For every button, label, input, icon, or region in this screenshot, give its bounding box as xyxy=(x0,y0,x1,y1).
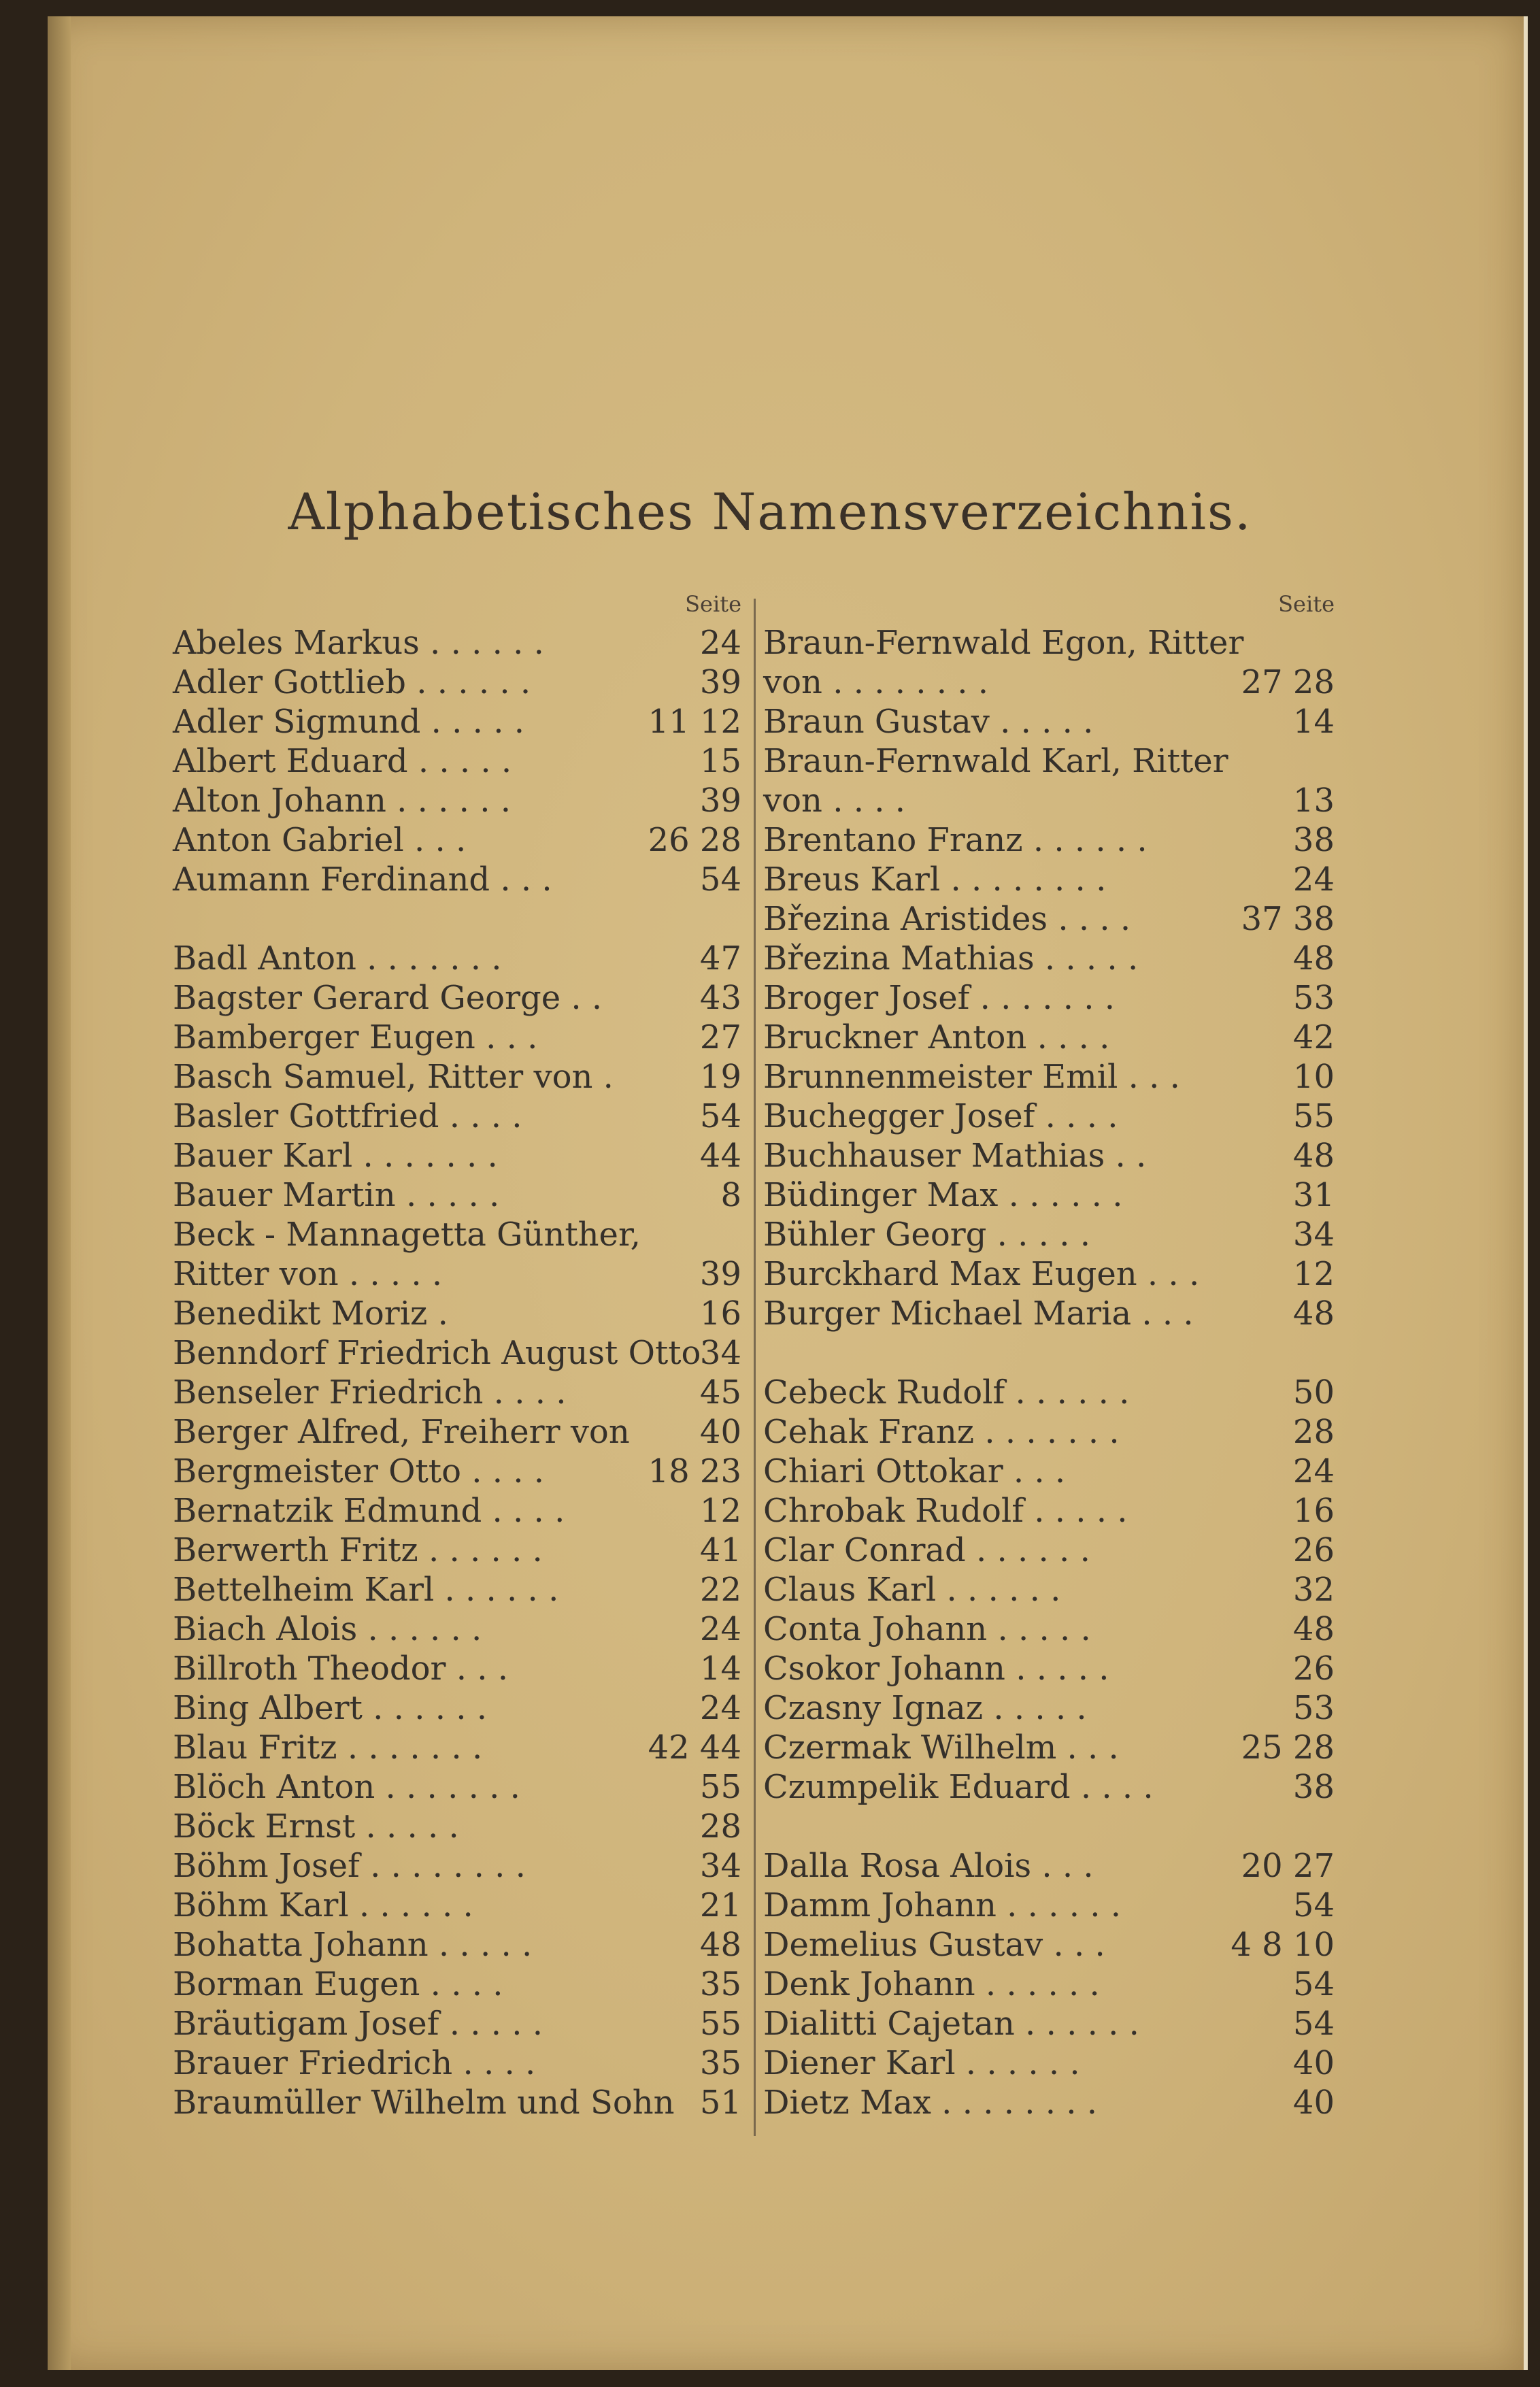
entry-pages: 16 xyxy=(699,1295,741,1333)
entry-pages: 18 23 xyxy=(648,1452,741,1490)
entry-name: Dietz Max . . . . . . . . xyxy=(763,2084,1098,2122)
entry-name: Basch Samuel, Ritter von . xyxy=(173,1058,614,1096)
entry-pages: 35 xyxy=(699,2044,741,2082)
index-entry xyxy=(173,1609,741,1649)
entry-name: Benndorf Friedrich August Otto xyxy=(173,1334,701,1372)
index-entry xyxy=(763,860,1335,899)
index-entry xyxy=(173,1175,741,1215)
index-entry xyxy=(173,820,741,860)
index-entry xyxy=(173,2004,741,2043)
entry-name: Csokor Johann . . . . . xyxy=(763,1650,1109,1688)
entry-name: Chiari Ottokar . . . xyxy=(763,1452,1066,1490)
entry-pages: 43 xyxy=(699,979,741,1017)
index-entry xyxy=(763,1018,1335,1057)
entry-pages: 38 xyxy=(1292,1768,1335,1806)
index-entry xyxy=(763,978,1335,1018)
entry-name: Blau Fritz . . . . . . . xyxy=(173,1729,483,1767)
index-entry xyxy=(763,1531,1335,1570)
entry-pages: 54 xyxy=(1292,1886,1335,1924)
entry-pages: 24 xyxy=(699,1689,741,1727)
index-entry xyxy=(763,820,1335,860)
entry-pages: 48 xyxy=(1292,939,1335,978)
entry-pages: 14 xyxy=(699,1650,741,1688)
entry-name: Böhm Josef . . . . . . . . xyxy=(173,1847,526,1885)
entry-name: Chrobak Rudolf . . . . . xyxy=(763,1492,1128,1530)
index-entry xyxy=(173,1570,741,1609)
index-entry xyxy=(173,1807,741,1846)
entry-name: Diener Karl . . . . . . xyxy=(763,2044,1080,2082)
index-entry xyxy=(763,2004,1335,2043)
section-gap xyxy=(763,1333,1335,1373)
entry-pages: 53 xyxy=(1292,979,1335,1017)
entry-pages: 39 xyxy=(699,1255,741,1293)
entry-name: Damm Johann . . . . . . xyxy=(763,1886,1121,1924)
entry-pages: 27 28 xyxy=(1241,663,1335,701)
entry-name: Abeles Markus . . . . . . xyxy=(173,624,544,662)
entry-pages: 54 xyxy=(699,861,741,899)
index-entry xyxy=(173,860,741,899)
index-entry xyxy=(763,1412,1335,1452)
entry-name: Badl Anton . . . . . . . xyxy=(173,939,502,978)
index-entry xyxy=(173,1254,741,1294)
entry-pages: 26 28 xyxy=(648,821,741,859)
index-entry xyxy=(763,1688,1335,1728)
entry-name: Aumann Ferdinand . . . xyxy=(173,861,552,899)
entry-name: Claus Karl . . . . . . xyxy=(763,1571,1061,1609)
entry-name: Anton Gabriel . . . xyxy=(173,821,467,859)
index-entry xyxy=(763,899,1335,939)
entry-pages: 20 27 xyxy=(1241,1847,1335,1885)
entry-pages: 21 xyxy=(699,1886,741,1924)
entry-pages: 28 xyxy=(1292,1413,1335,1451)
index-entry xyxy=(763,1373,1335,1412)
index-entry xyxy=(763,1215,1335,1254)
page-title: Alphabetisches Namensverzeichnis. xyxy=(288,483,1252,541)
index-entry xyxy=(173,1412,741,1452)
entry-pages: 48 xyxy=(1292,1295,1335,1333)
entry-pages: 14 xyxy=(1292,703,1335,741)
index-entry xyxy=(763,1452,1335,1491)
index-entry xyxy=(763,702,1335,741)
entry-pages: 42 44 xyxy=(648,1729,741,1767)
entry-pages: 41 xyxy=(699,1531,741,1569)
index-entry xyxy=(763,623,1335,663)
index-entry xyxy=(763,939,1335,978)
page-gutter xyxy=(48,16,71,2370)
entry-name: Benseler Friedrich . . . . xyxy=(173,1373,567,1412)
index-entry xyxy=(173,1018,741,1057)
entry-pages: 28 xyxy=(699,1807,741,1846)
index-entry xyxy=(173,781,741,820)
entry-name: Bamberger Eugen . . . xyxy=(173,1018,538,1056)
index-entry xyxy=(173,939,741,978)
entry-pages: 24 xyxy=(1292,1452,1335,1490)
entry-pages: 24 xyxy=(699,624,741,662)
entry-name: Breus Karl . . . . . . . . xyxy=(763,861,1107,899)
index-entry xyxy=(173,1136,741,1175)
index-entry xyxy=(173,1097,741,1136)
entry-pages: 40 xyxy=(1292,2084,1335,2122)
entry-name: Berger Alfred, Freiherr von xyxy=(173,1413,630,1451)
entry-name: Böck Ernst . . . . . xyxy=(173,1807,459,1846)
entry-pages: 15 xyxy=(699,742,741,780)
entry-name: Burckhard Max Eugen . . . xyxy=(763,1255,1200,1293)
entry-pages: 16 xyxy=(1292,1492,1335,1530)
entry-pages: 54 xyxy=(1292,1965,1335,2003)
entry-pages: 27 xyxy=(699,1018,741,1056)
entry-pages: 34 xyxy=(699,1847,741,1885)
index-entry xyxy=(763,1767,1335,1807)
entry-pages: 55 xyxy=(1292,1097,1335,1135)
entry-name: Alton Johann . . . . . . xyxy=(173,782,511,820)
entry-name: Březina Mathias . . . . . xyxy=(763,939,1139,978)
entry-pages: 10 xyxy=(1292,1058,1335,1096)
entry-name: Ritter von . . . . . xyxy=(173,1255,443,1293)
entry-pages: 25 28 xyxy=(1241,1729,1335,1767)
index-entry xyxy=(173,1057,741,1097)
index-entry xyxy=(173,702,741,741)
left-column-header: Seite xyxy=(685,591,741,617)
index-entry xyxy=(173,1333,741,1373)
entry-name: Bühler Georg . . . . . xyxy=(763,1216,1090,1254)
index-entry xyxy=(173,1294,741,1333)
entry-name: Bernatzik Edmund . . . . xyxy=(173,1492,565,1530)
entry-pages: 38 xyxy=(1292,821,1335,859)
entry-name: Böhm Karl . . . . . . xyxy=(173,1886,473,1924)
right-column xyxy=(763,585,1335,2122)
index-entry xyxy=(763,1925,1335,1965)
entry-pages: 4 8 10 xyxy=(1231,1926,1335,1964)
entry-name: Clar Conrad . . . . . . xyxy=(763,1531,1090,1569)
index-entry xyxy=(763,2043,1335,2083)
entry-pages: 35 xyxy=(699,1965,741,2003)
entry-name: Czasny Ignaz . . . . . xyxy=(763,1689,1087,1727)
entry-pages: 54 xyxy=(1292,2005,1335,2043)
entry-name: von . . . . . . . . xyxy=(763,663,989,701)
entry-name: Büdinger Max . . . . . . xyxy=(763,1176,1123,1214)
entry-pages: 24 xyxy=(1292,861,1335,899)
entry-pages: 12 xyxy=(699,1492,741,1530)
entry-pages: 48 xyxy=(1292,1610,1335,1648)
index-entry xyxy=(763,1570,1335,1609)
entry-name: Beck - Mannagetta Günther, xyxy=(173,1216,641,1254)
entry-pages: 31 xyxy=(1292,1176,1335,1214)
entry-name: Biach Alois . . . . . . xyxy=(173,1610,482,1648)
entry-name: Bauer Martin . . . . . xyxy=(173,1176,500,1214)
entry-name: Brentano Franz . . . . . . xyxy=(763,821,1148,859)
entry-name: Braun-Fernwald Egon, Ritter xyxy=(763,624,1244,662)
entry-pages: 8 xyxy=(720,1176,741,1214)
entry-name: Bruckner Anton . . . . xyxy=(763,1018,1110,1056)
entry-pages: 45 xyxy=(699,1373,741,1412)
index-entry xyxy=(173,1688,741,1728)
entry-name: Billroth Theodor . . . xyxy=(173,1650,508,1688)
entry-pages: 24 xyxy=(699,1610,741,1648)
index-entry xyxy=(173,1846,741,1886)
entry-name: Conta Johann . . . . . xyxy=(763,1610,1091,1648)
index-entry xyxy=(763,1097,1335,1136)
entry-name: Bauer Karl . . . . . . . xyxy=(173,1137,498,1175)
entry-pages: 22 xyxy=(699,1571,741,1609)
entry-pages: 53 xyxy=(1292,1689,1335,1727)
entry-name: Bergmeister Otto . . . . xyxy=(173,1452,545,1490)
entry-pages: 34 xyxy=(1292,1216,1335,1254)
index-entry xyxy=(763,781,1335,820)
entry-name: Brunnenmeister Emil . . . xyxy=(763,1058,1180,1096)
entry-name: Brauer Friedrich . . . . xyxy=(173,2044,536,2082)
entry-name: von . . . . xyxy=(763,782,905,820)
index-entry xyxy=(173,1649,741,1688)
entry-pages: 44 xyxy=(699,1137,741,1175)
entry-name: Bagster Gerard George . . xyxy=(173,979,603,1017)
index-entry xyxy=(763,1057,1335,1097)
entry-pages: 42 xyxy=(1292,1018,1335,1056)
entry-name: Březina Aristides . . . . xyxy=(763,900,1131,938)
index-entry xyxy=(763,1136,1335,1175)
entry-name: Cehak Franz . . . . . . . xyxy=(763,1413,1120,1451)
index-entry xyxy=(173,1965,741,2004)
entry-name: Benedikt Moriz . xyxy=(173,1295,448,1333)
index-entry xyxy=(173,741,741,781)
entry-name: Bräutigam Josef . . . . . xyxy=(173,2005,543,2043)
index-entry xyxy=(763,1175,1335,1215)
entry-name: Adler Gottlieb . . . . . . xyxy=(173,663,531,701)
index-entry xyxy=(173,1452,741,1491)
entry-name: Czumpelik Eduard . . . . xyxy=(763,1768,1154,1806)
index-entry xyxy=(763,1294,1335,1333)
entry-name: Buchhauser Mathias . . xyxy=(763,1137,1147,1175)
entry-pages: 34 xyxy=(699,1334,741,1372)
entry-pages: 48 xyxy=(1292,1137,1335,1175)
entry-pages: 40 xyxy=(699,1413,741,1451)
index-entry xyxy=(173,1728,741,1767)
index-entry xyxy=(173,2083,741,2122)
entry-pages: 47 xyxy=(699,939,741,978)
entry-name: Adler Sigmund . . . . . xyxy=(173,703,524,741)
entry-name: Berwerth Fritz . . . . . . xyxy=(173,1531,543,1569)
entry-name: Demelius Gustav . . . xyxy=(763,1926,1105,1964)
index-entry xyxy=(173,978,741,1018)
entry-pages: 54 xyxy=(699,1097,741,1135)
entry-name: Braumüller Wilhelm und Sohn xyxy=(173,2084,675,2122)
right-column-header: Seite xyxy=(1278,591,1335,617)
index-entry xyxy=(763,1254,1335,1294)
entry-pages: 26 xyxy=(1292,1650,1335,1688)
entry-name: Dalla Rosa Alois . . . xyxy=(763,1847,1094,1885)
index-entry xyxy=(173,1925,741,1965)
index-entry xyxy=(173,2043,741,2083)
entry-pages: 13 xyxy=(1292,782,1335,820)
index-entry xyxy=(763,1649,1335,1688)
index-entry xyxy=(763,2083,1335,2122)
entry-pages: 40 xyxy=(1292,2044,1335,2082)
entry-pages: 48 xyxy=(699,1926,741,1964)
entry-pages: 55 xyxy=(699,1768,741,1806)
entry-name: Blöch Anton . . . . . . . xyxy=(173,1768,520,1806)
index-entry xyxy=(763,1965,1335,2004)
index-entry xyxy=(173,1373,741,1412)
left-column xyxy=(173,585,741,2122)
entry-pages: 32 xyxy=(1292,1571,1335,1609)
section-gap xyxy=(763,1807,1335,1846)
entry-pages: 11 12 xyxy=(648,703,741,741)
entry-pages: 55 xyxy=(699,2005,741,2043)
index-entry xyxy=(763,741,1335,781)
index-entry xyxy=(173,1767,741,1807)
entry-pages: 39 xyxy=(699,782,741,820)
entry-name: Braun-Fernwald Karl, Ritter xyxy=(763,742,1228,780)
entry-name: Albert Eduard . . . . . xyxy=(173,742,512,780)
entry-pages: 50 xyxy=(1292,1373,1335,1412)
index-entry xyxy=(763,1609,1335,1649)
entry-name: Basler Gottfried . . . . xyxy=(173,1097,522,1135)
section-gap xyxy=(173,899,741,939)
index-entry xyxy=(763,1846,1335,1886)
entry-name: Braun Gustav . . . . . xyxy=(763,703,1094,741)
entry-pages: 26 xyxy=(1292,1531,1335,1569)
entry-name: Burger Michael Maria . . . xyxy=(763,1295,1194,1333)
index-entry xyxy=(173,1531,741,1570)
index-entry xyxy=(173,623,741,663)
index-entry xyxy=(173,1215,741,1254)
entry-name: Czermak Wilhelm . . . xyxy=(763,1729,1119,1767)
entry-name: Bing Albert . . . . . . xyxy=(173,1689,487,1727)
index-entry xyxy=(173,663,741,702)
entry-name: Bettelheim Karl . . . . . . xyxy=(173,1571,559,1609)
entry-pages: 39 xyxy=(699,663,741,701)
index-entry xyxy=(763,663,1335,702)
entry-pages: 12 xyxy=(1292,1255,1335,1293)
entry-name: Cebeck Rudolf . . . . . . xyxy=(763,1373,1130,1412)
entry-pages: 19 xyxy=(699,1058,741,1096)
entry-pages: 51 xyxy=(699,2084,741,2122)
entry-name: Borman Eugen . . . . xyxy=(173,1965,503,2003)
index-entry xyxy=(763,1491,1335,1531)
index-entry xyxy=(173,1491,741,1531)
entry-name: Buchegger Josef . . . . xyxy=(763,1097,1118,1135)
index-entry xyxy=(173,1886,741,1925)
entry-name: Bohatta Johann . . . . . xyxy=(173,1926,533,1964)
entry-name: Dialitti Cajetan . . . . . . xyxy=(763,2005,1139,2043)
entry-pages: 37 38 xyxy=(1241,900,1335,938)
entry-name: Broger Josef . . . . . . . xyxy=(763,979,1116,1017)
index-entry xyxy=(763,1728,1335,1767)
index-entry xyxy=(763,1886,1335,1925)
column-divider xyxy=(754,599,756,2136)
entry-name: Denk Johann . . . . . . xyxy=(763,1965,1100,2003)
